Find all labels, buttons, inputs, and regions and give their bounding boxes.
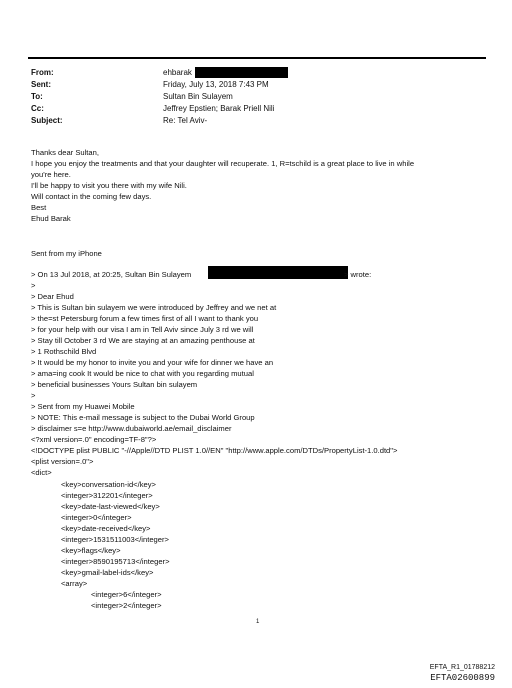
quoted-line: <!DOCTYPE plist PUBLIC "-//Apple//DTD PLIST 1.0//EN" "http://www.apple.com/DTDs/PropertyList-1.0.dtd"> (31, 446, 398, 455)
page-number: 1 (256, 619, 260, 625)
plist-line: <key>conversation-id</key> (61, 480, 156, 489)
quoted-line: <dict> (31, 468, 52, 477)
redaction-box (208, 266, 348, 279)
reply-line: I'll be happy to visit you there with my wife Nili. (31, 181, 187, 190)
quoted-line: > 1 Rothschild Blvd (31, 347, 97, 356)
plist-line: <key>date-received</key> (61, 524, 151, 533)
quoted-line: > the=st Petersburg forum a few times first of all I want to thank you (31, 314, 259, 323)
subject-value: Re: Tel Aviv- (163, 116, 208, 125)
reply-line: Best (31, 203, 47, 212)
header-rule (28, 57, 486, 59)
reply-line: Will contact in the coming few days. (31, 192, 152, 201)
reply-line: I hope you enjoy the treatments and that your daughter will recuperate. 1, R=tschild is a great place to live in while (31, 159, 415, 168)
reply-line: Ehud Barak (31, 214, 71, 223)
plist-line: <integer>312201</integer> (61, 491, 153, 500)
redaction-box (195, 67, 288, 78)
quoted-line: > for your help with our visa I am in Tell Aviv since July 3 rd we will (31, 325, 254, 334)
from-label: From: (31, 68, 54, 77)
quote-intro: > On 13 Jul 2018, at 20:25, Sultan Bin Sulayem (31, 270, 192, 279)
quoted-line: > This is Sultan bin sulayem we were introduced by Jeffrey and we net at (31, 303, 277, 312)
plist-line: <integer>6</integer> (91, 590, 162, 599)
plist-line: <integer>2</integer> (91, 601, 162, 610)
plist-line: <integer>8590195713</integer> (61, 557, 170, 566)
from-value: ehbarak (163, 68, 192, 77)
quoted-line: <plist version=.0"> (31, 457, 94, 466)
quoted-line: > It would be my honor to invite you and your wife for dinner we have an (31, 358, 274, 367)
plist-line: <key>gmail-label-ids</key> (61, 568, 154, 577)
quoted-line: > NOTE: This e-mail message is subject to the Dubai World Group (31, 413, 255, 422)
plist-line: <key>flags</key> (61, 546, 121, 555)
subject-label: Subject: (31, 116, 63, 125)
plist-line: <array> (61, 579, 88, 588)
quoted-line: > Dear Ehud (31, 292, 74, 301)
quoted-line: > beneficial businesses Yours Sultan bin sulayem (31, 380, 198, 389)
quoted-line: > (31, 391, 36, 400)
quote-wrote: > wrote: (344, 270, 372, 279)
reply-line: you're here. (31, 170, 71, 179)
to-label: To: (31, 92, 43, 101)
sent-value: Friday, July 13, 2018 7:43 PM (163, 80, 269, 89)
footer-document-id: EFTA02600899 (430, 673, 495, 683)
quoted-line: > disclaimer s=e http://www.dubaiworld.ae/email_disclaimer (31, 424, 232, 433)
plist-line: <integer>1531511003</integer> (61, 535, 169, 544)
signature-line: Sent from my iPhone (31, 249, 102, 258)
plist-line: <key>date-last-viewed</key> (61, 502, 160, 511)
footer-reference: EFTA_R1_01788212 (429, 664, 495, 671)
cc-label: Cc: (31, 104, 44, 113)
quoted-line: <?xml version=.0" encoding=TF-8"?> (31, 435, 157, 444)
quoted-line: > Stay till October 3 rd We are staying at an amazing penthouse at (31, 336, 255, 345)
quoted-line: > ama=ing cook It would be nice to chat with you regarding mutual (31, 369, 254, 378)
to-value: Sultan Bin Sulayem (163, 92, 233, 101)
reply-line: Thanks dear Sultan, (31, 148, 99, 157)
quoted-line: > (31, 281, 36, 290)
plist-line: <integer>0</integer> (61, 513, 132, 522)
cc-value: Jeffrey Epstien; Barak Priell Nili (163, 104, 275, 113)
quoted-line: > Sent from my Huawei Mobile (31, 402, 135, 411)
sent-label: Sent: (31, 80, 51, 89)
